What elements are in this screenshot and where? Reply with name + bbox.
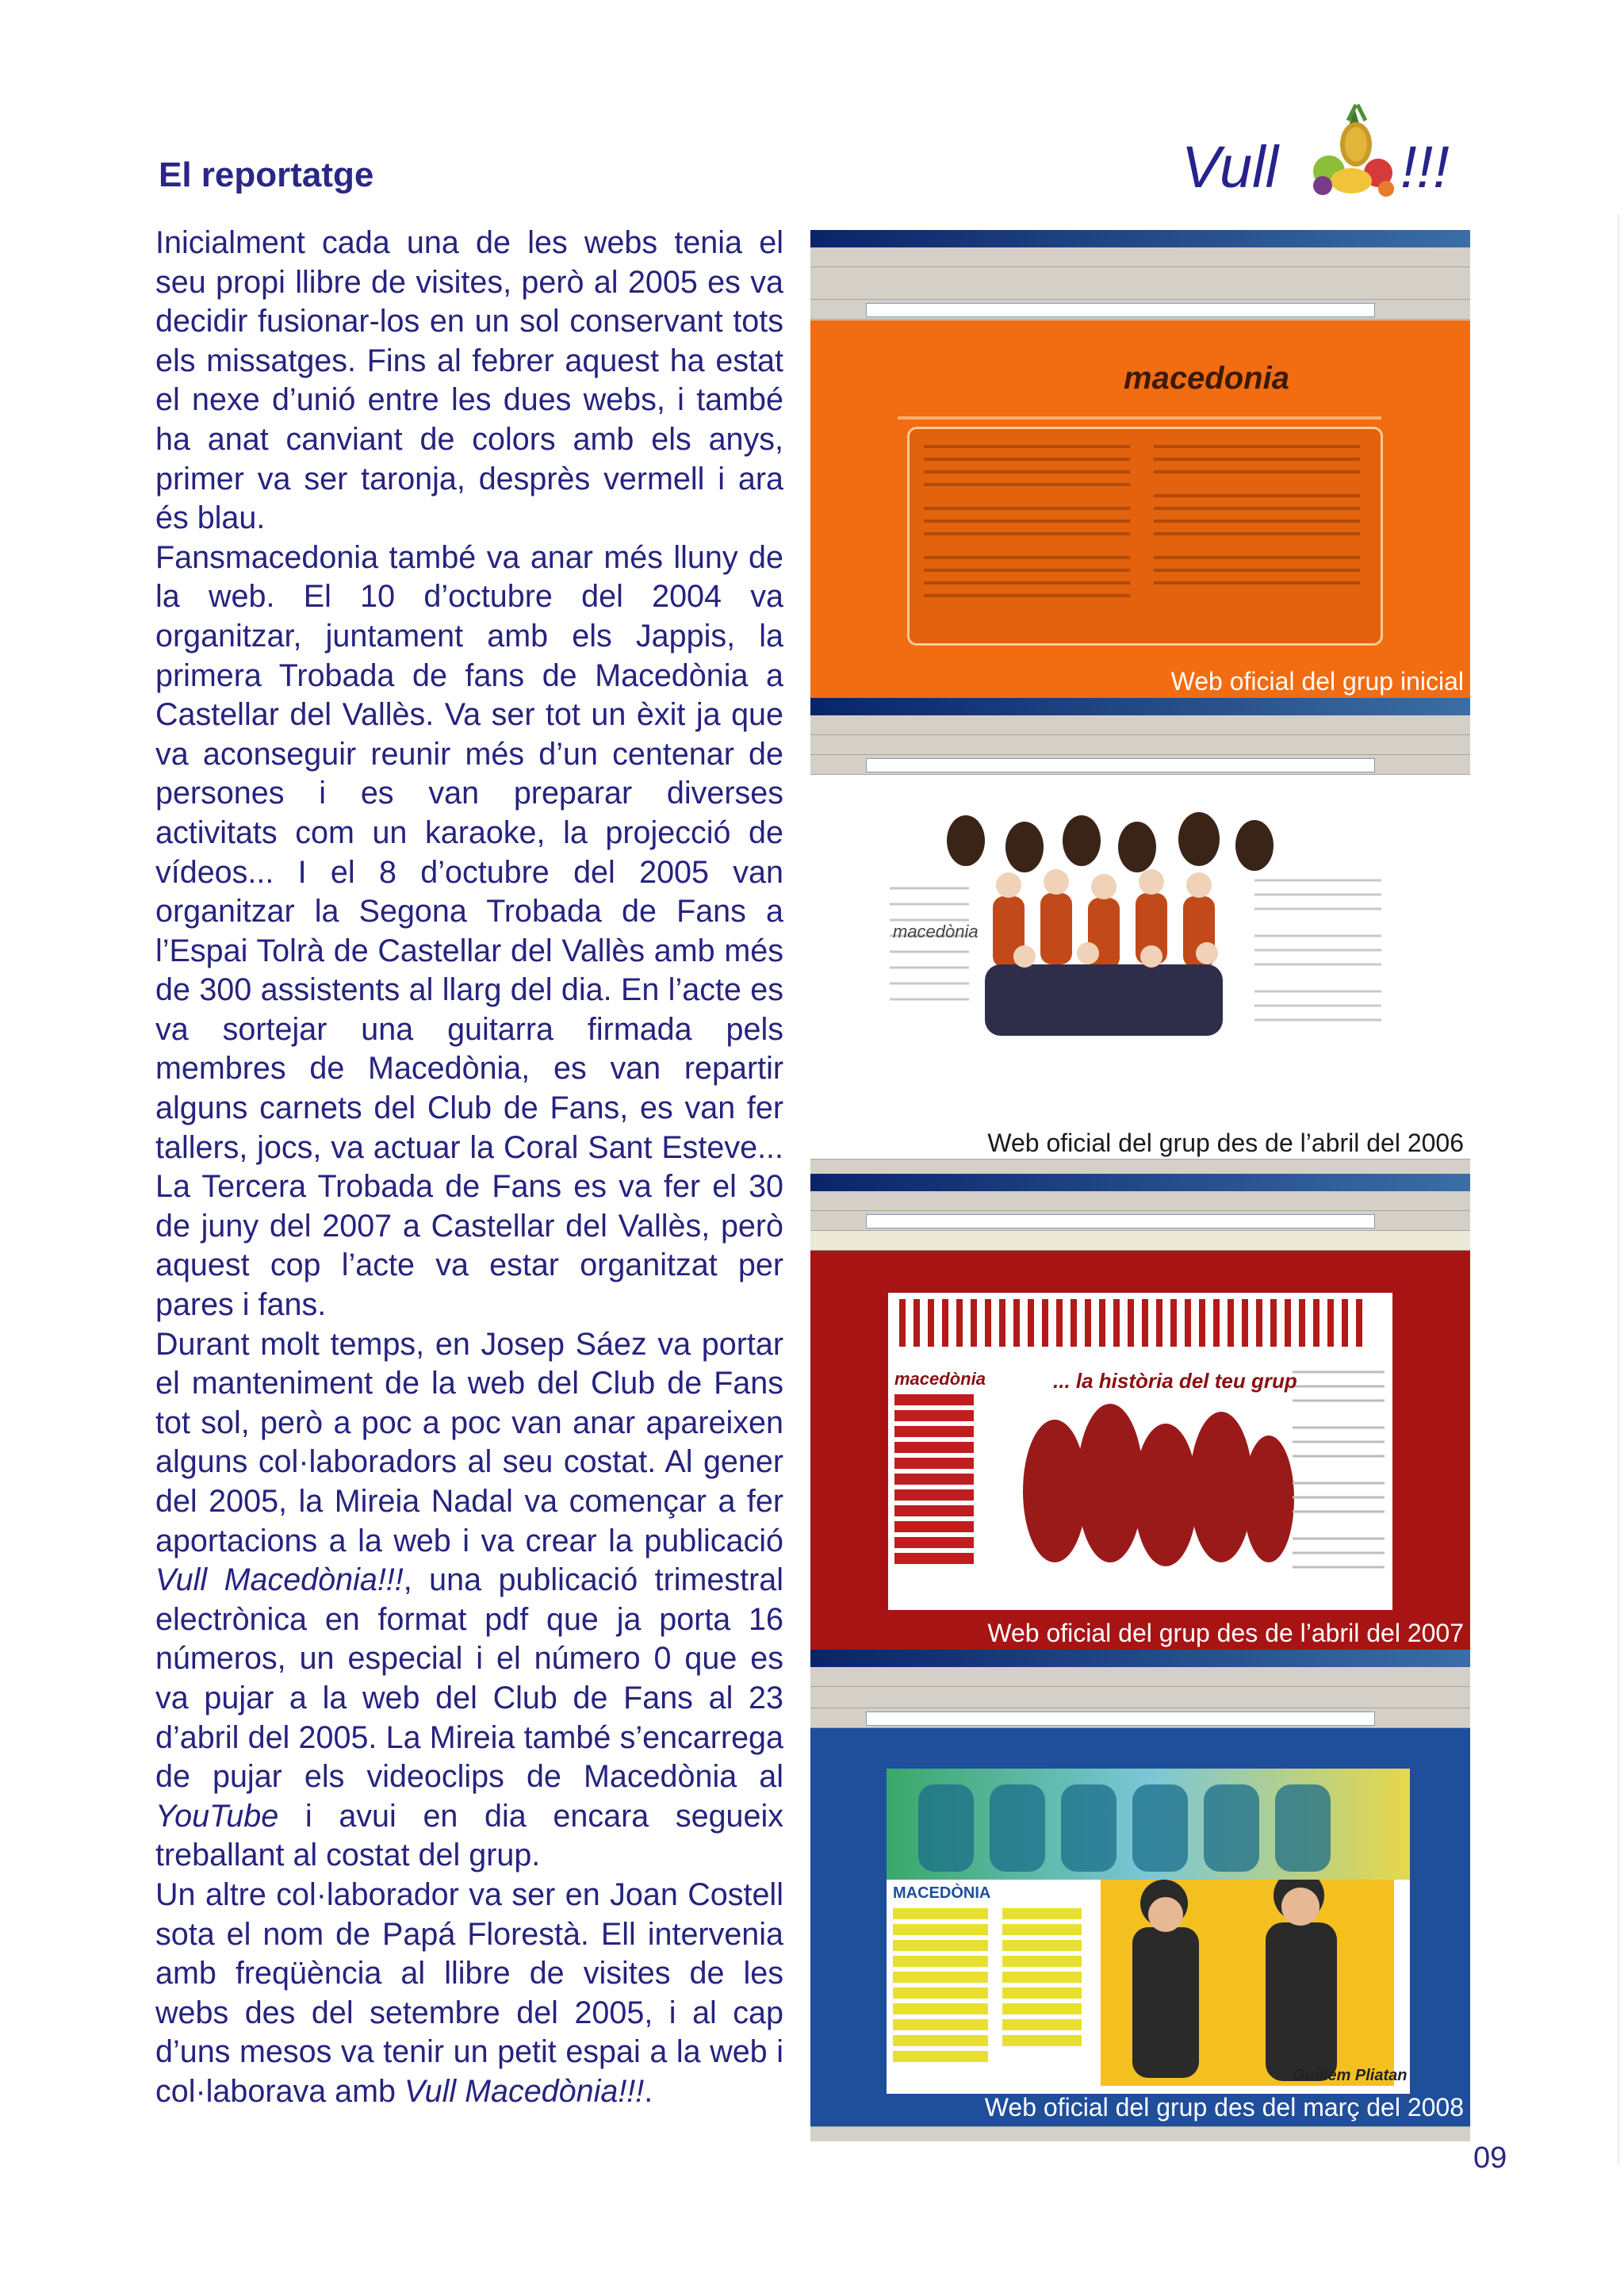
text-run: i avui en dia encara segueix treballant al costat del grup. [155,1798,783,1873]
band-photo [810,777,1470,1142]
site-page [887,1880,1410,2094]
text-run: . [644,2073,653,2109]
section-title: El reportatge [159,155,374,194]
browser-chrome [810,230,1470,320]
text-run: Un altre col·laborador va ser en Joan Costell sota el nom de Papá Florestà. Ell intervenia amb freqüència al llibre de visites de les webs des del setembre del 2005, i al cap d’uns mesos va tenir un petit espai a la web i col·laborava amb [155,1876,783,2109]
browser-chrome [810,698,1470,774]
photo-signature: Guillem Pliatan [1293,2067,1408,2084]
magazine-logo [1182,94,1451,213]
screenshot-caption: Web oficial del grup des de l’abril del 2007 [987,1619,1464,1647]
magazine-logo-word: Vull [1182,134,1279,200]
paragraph [155,1876,783,2112]
site-page [888,1293,1392,1610]
fruit-basket-icon [1299,100,1402,203]
screenshot-web-2008 [810,1650,1470,2141]
paragraph [155,1325,783,1876]
magazine-logo-exclaim: !!! [1400,134,1450,200]
site-banner [887,1769,1410,1880]
youtube-name: YouTube [155,1798,279,1834]
screenshot-caption: Web oficial del grup inicial [1170,667,1464,696]
site-logo: macedonia [1124,361,1289,396]
screenshot-caption: Web oficial del grup des de l’abril del 2006 [987,1129,1464,1157]
publication-name: Vull Macedònia!!! [155,1562,404,1598]
paragraph: Fansmacedonia també va anar més lluny de la web. El 10 d’octubre del 2004 va organitzar, juntament amb els Jappis, la primera Trobada de fans de Macedònia a Castellar del Vallès. Va ser tot un èxit ja que va aconseguir reunir més d’un centenar de persones i es van preparar diverses activitats com un karaoke, la projecció de vídeos... I el 8 d’octubre del 2005 van organitzar la Segona Trobada de Fans a l’Espai Tolrà de Castellar del Vallès amb més de 300 assistents al llarg del dia. En l’acte es va sortejar una guitarra firmada pels membres de Macedònia, es van repartir alguns carnets del Club de Fans, es van fer tallers, jocs, va actuar la Coral Sant Esteve... La Tercera Trobada de Fans es va fer el 30 de juny del 2007 a Castellar del Vallès, però aquest cop l’acte va estar organitzat per pares i fans. [155,539,783,1323]
article-body [155,224,783,2112]
browser-chrome [810,1174,1470,1250]
publication-name: Vull Macedònia!!! [404,2073,645,2109]
screenshot-web-2006 [810,698,1470,1174]
site-logo: MACEDÒNIA [893,1884,991,1902]
screenshot-web-2007 [810,1174,1470,1650]
site-logo: macedònia [894,1369,986,1389]
page-number: 09 [1473,2141,1507,2175]
text-run: Durant molt temps, en Josep Sáez va portar el manteniment de la web del Club de Fans tot sol, però a poc a poc van anar apareixen alguns col·laboradors al seu costat. Al gener del 2005, la Mireia Nadal va començar a fer aportacions a la web i va crear la publicació [155,1326,783,1558]
paragraph: Inicialment cada una de les webs tenia el seu propi llibre de visites, però al 2005 es va decidir fusionar-los en un sol conservant tots els missatges. Fins al febrer aquest ha estat el nexe d’unió entre les dues webs, i també ha anat canviant de colors amb els anys, primer va ser taronja, desprès vermell i ara és blau. [155,225,783,536]
screenshot-caption: Web oficial del grup des del març del 2008 [984,2093,1464,2122]
browser-chrome [810,1650,1470,1727]
site-tagline: ... la història del teu grup [1053,1369,1297,1393]
page-edge-rule [1618,214,1619,2165]
site-logo: macedònia [893,922,979,941]
text-run: , una publicació trimestral electrònica en format pdf que ja porta 16 números, un especial i el número 0 que es va pujar a la web del Club de Fans al 23 d’abril del 2005. La Mireia també s’encarrega de pujar els videoclips de Macedònia al [155,1562,783,1795]
content-box [907,427,1383,646]
screenshot-web-inicial [810,230,1470,698]
